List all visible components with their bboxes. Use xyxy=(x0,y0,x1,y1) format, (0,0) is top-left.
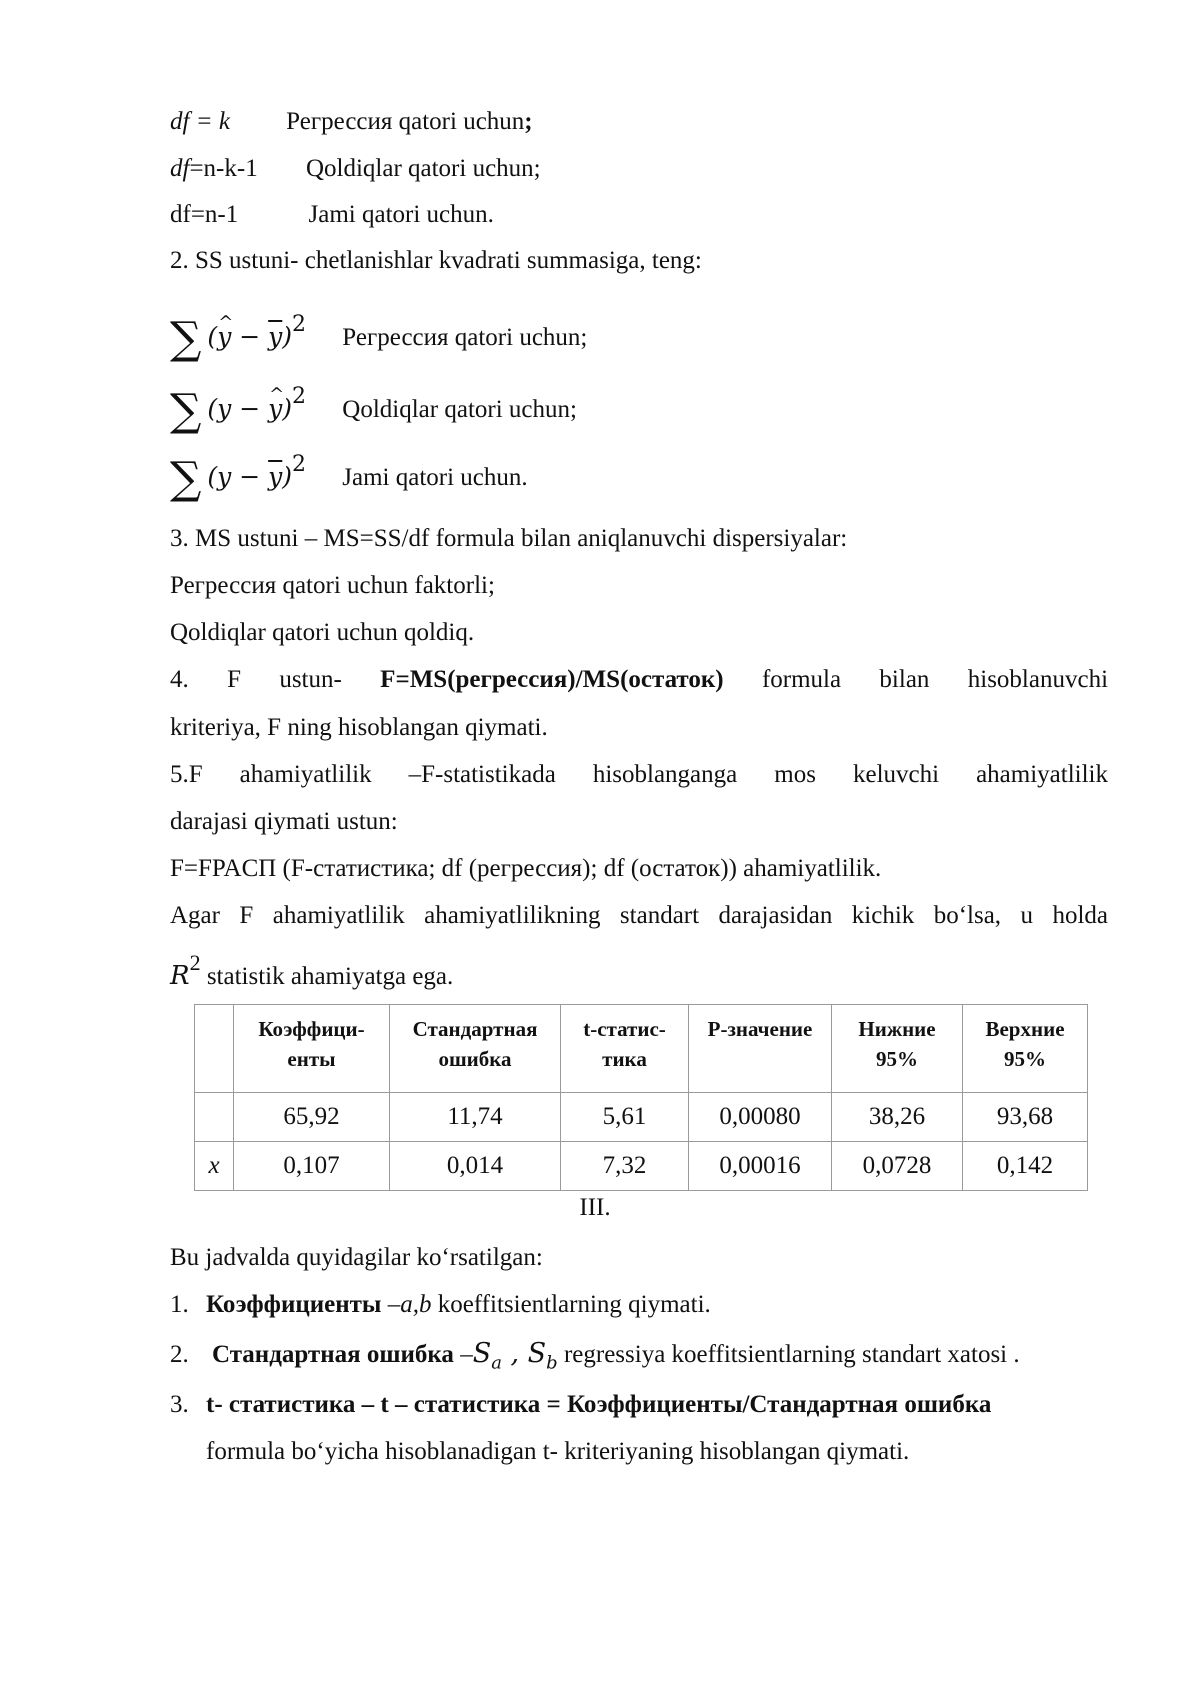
table-cell: 0,00016 xyxy=(689,1142,832,1191)
list-item xyxy=(170,1338,1020,1379)
table-header-row xyxy=(195,1005,1088,1093)
separator: – xyxy=(453,1341,473,1368)
df-total-line xyxy=(170,199,494,231)
f-column-line xyxy=(170,664,1108,696)
formula-expression: (y − ^ y)2 xyxy=(207,394,306,423)
explanation-intro: Bu jadvalda quyidagilar ko‘rsatilgan: xyxy=(170,1244,543,1271)
table-cell xyxy=(195,1093,234,1142)
sigma-symbol: ∑ xyxy=(170,453,202,504)
text: Регрессия qatori uchun xyxy=(286,108,525,135)
header-cell: Стандартная ошибка xyxy=(390,1005,561,1093)
symbol-sa-sb: $S_a$ , $S_b$ xyxy=(472,1338,558,1374)
table-cell: 38,26 xyxy=(832,1093,963,1142)
list-item xyxy=(170,1389,991,1421)
df-regression-line xyxy=(170,106,533,138)
table-caption: III. xyxy=(579,1194,611,1221)
formula-expression: (^ $y - \overline{y})2$ xyxy=(207,322,306,351)
ms-residual: Qoldiqlar qatori uchun qoldiq. xyxy=(170,619,475,646)
table-row xyxy=(195,1093,1088,1142)
term: Коэффициенты xyxy=(206,1291,382,1318)
sum-residual xyxy=(170,375,577,436)
regression-table xyxy=(194,1004,1088,1191)
table-cell: 0,142 xyxy=(963,1142,1088,1191)
text: Jami qatori uchun. xyxy=(308,201,494,228)
list-item-continuation: formula bo‘yicha hisoblanadigan t- kriteriyaning hisoblangan qiymati. xyxy=(206,1438,910,1465)
conclusion-line-2 xyxy=(170,947,453,993)
list-item xyxy=(170,1289,711,1321)
ms-heading: 3. MS ustuni – MS=SS/df formula bilan aniqlanuvchi dispersiyalar: xyxy=(170,525,848,552)
table-cell: 0,014 xyxy=(390,1142,561,1191)
table-cell: 5,61 xyxy=(561,1093,689,1142)
formula-df: df xyxy=(170,155,190,182)
punct: ; xyxy=(524,108,533,135)
table-cell: 93,68 xyxy=(963,1093,1088,1142)
f-formula: F=MS(регрессия)/MS(остаток) xyxy=(380,666,724,693)
conclusion-line: Agar F ahamiyatlilik ahamiyatlilikning standart darajasidan kichik bo‘lsa, u holda xyxy=(170,902,1108,929)
text: Qoldiqlar qatori uchun; xyxy=(342,396,577,423)
f-significance-line-2: darajasi qiymati ustun: xyxy=(170,808,398,835)
term: Стандартная ошибка xyxy=(212,1341,454,1368)
separator: – xyxy=(381,1291,401,1318)
formula-df-total: df=n-1 xyxy=(170,201,239,228)
text: formula bilan hisoblanuvchi xyxy=(761,666,1109,693)
text: koeffitsientlarning qiymati. xyxy=(431,1291,711,1318)
f-column-line-2: kriteriya, F ning hisoblangan qiymati. xyxy=(170,714,548,741)
text: regressiya koeffitsientlarning standart xatosi . xyxy=(557,1341,1020,1368)
header-cell: P-значение xyxy=(689,1005,832,1093)
r-symbol: R xyxy=(170,961,190,991)
variables: a,b xyxy=(400,1291,432,1318)
table-cell: 11,74 xyxy=(390,1093,561,1142)
formula-expression: $(y - \overline{y})2$ xyxy=(207,452,307,491)
df-residual-line xyxy=(170,153,541,185)
formula-df-k: df = k xyxy=(170,108,230,135)
table-cell: 0,0728 xyxy=(832,1142,963,1191)
header-cell: Коэффици- енты xyxy=(234,1005,390,1093)
header-cell: t-статис- тика xyxy=(561,1005,689,1093)
r-exponent: 2 xyxy=(189,950,201,975)
text: statistik ahamiyatga ega. xyxy=(206,963,454,990)
header-cell: Верхние 95% xyxy=(963,1005,1088,1093)
list-number: 3. xyxy=(170,1391,189,1418)
ss-heading: 2. SS ustuni- chetlanishlar kvadrati summasiga, teng: xyxy=(170,247,702,274)
text: Jami qatori uchun. xyxy=(342,464,528,491)
text: Qoldiqlar qatori uchun; xyxy=(305,155,541,182)
table-cell: x xyxy=(195,1142,234,1191)
list-number: 2. xyxy=(170,1341,189,1368)
header-cell xyxy=(195,1005,234,1093)
sigma-symbol: ∑ xyxy=(170,385,202,436)
text: Регрессия qatori uchun; xyxy=(342,324,588,351)
fpacp-formula: F=FPACП (F-статистика; df (регрессия); df (остаток)) ahamiyatlilik. xyxy=(170,855,882,882)
table-cell: 7,32 xyxy=(561,1142,689,1191)
ms-regression: Регрессия qatori uchun faktorli; xyxy=(170,572,495,599)
formula-rest: =n-k-1 xyxy=(189,155,258,182)
sum-total xyxy=(170,443,528,504)
table-cell: 65,92 xyxy=(234,1093,390,1142)
table-cell: 0,107 xyxy=(234,1142,390,1191)
term: t- статистика – t – статистика = Коэффициенты/Стандартная ошибка xyxy=(206,1391,992,1418)
list-number: 1. xyxy=(170,1291,189,1318)
sum-regression xyxy=(170,303,588,364)
sigma-symbol: ∑ xyxy=(170,313,202,364)
table-cell: 0,00080 xyxy=(689,1093,832,1142)
f-significance-line: 5.F ahamiyatlilik –F-statistikada hisoblanganga mos keluvchi ahamiyatlilik xyxy=(170,761,1108,788)
text: 4. F ustun- xyxy=(170,666,342,693)
header-cell: Нижние 95% xyxy=(832,1005,963,1093)
table-row xyxy=(195,1142,1088,1191)
